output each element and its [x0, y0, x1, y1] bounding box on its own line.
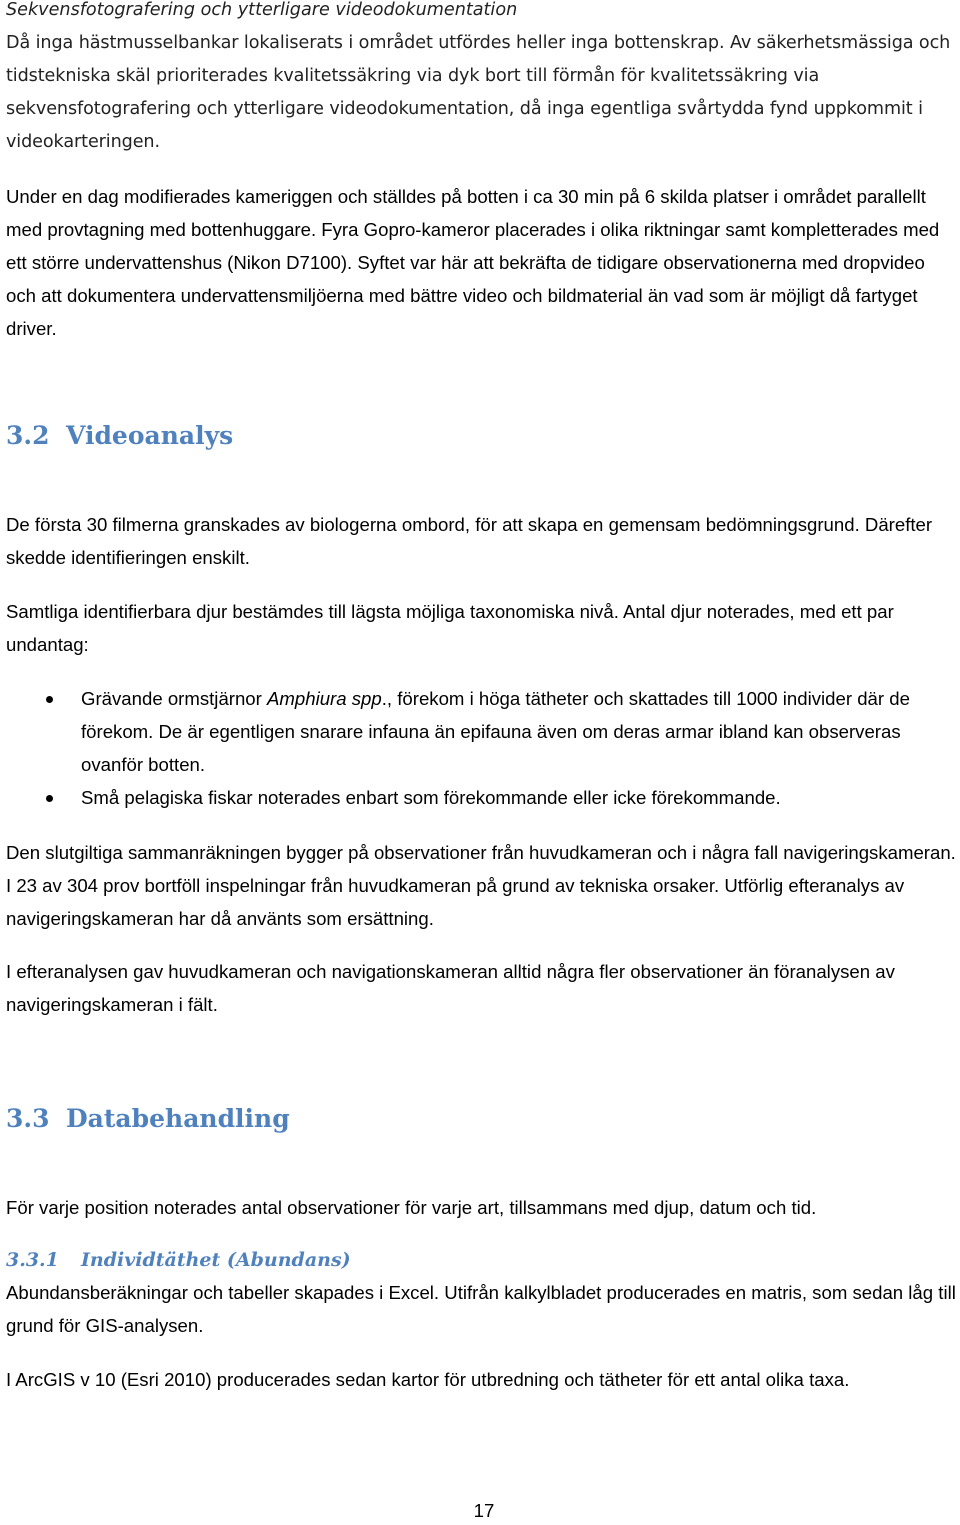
intro-subheading: Sekvensfotografering och ytterligare videodokumentation	[6, 0, 518, 20]
page-number: 17	[473, 1500, 495, 1521]
videoanalys-paragraph-1: De första 30 filmerna granskades av biologerna ombord, för att skapa en gemensam bedömningsgrund. Därefter skedde identifieringen enskilt.	[6, 514, 933, 568]
section-3-3-1-title: Individtäthet (Abundans)	[81, 1249, 351, 1271]
bullet-icon	[46, 795, 53, 802]
list-item-suffix: ., förekom i höga tätheter och skattades till 1000 individer där de förekom. De är egentligen snarare infauna än epifauna även om deras armar ibland kan observeras ovanför botten.	[81, 688, 910, 775]
list-item	[0, 781, 960, 814]
abundans-paragraph-2: I ArcGIS v 10 (Esri 2010) producerades sedan kartor för utbredning och tätheter för ett antal olika taxa.	[6, 1369, 850, 1390]
section-3-3-title: Databehandling	[66, 1104, 290, 1133]
section-3-3-1-number: 3.3.1	[6, 1249, 59, 1271]
databehandling-paragraph: För varje position noterades antal observationer för varje art, tillsammans med djup, datum och tid.	[6, 1197, 817, 1218]
section-3-3-1-heading	[6, 1246, 351, 1274]
section-3-2-number: 3.2	[6, 421, 50, 450]
videoanalys-p2-sentence-2: Antal djur noterades, med ett par undantag:	[6, 601, 894, 655]
section-3-3-heading	[6, 1103, 290, 1135]
list-item	[0, 682, 960, 781]
videoanalys-paragraph-4: I efteranalysen gav huvudkameran och navigationskameran alltid några fler observationer än föranalysen av navigeringskameran i fält.	[6, 961, 895, 1015]
videoanalys-paragraph-2	[6, 595, 956, 661]
camera-rig-sentence-2: Fyra Gopro-kameror placerades i olika riktningar samt kompletterades med ett större undervattenshus (Nikon D7100).	[6, 219, 940, 273]
section-3-3-number: 3.3	[6, 1104, 50, 1133]
abundans-paragraph-1: Abundansberäkningar och tabeller skapades i Excel. Utifrån kalkylbladet producerades en matris, som sedan låg till grund för GIS-analysen.	[6, 1282, 956, 1336]
list-item-text: Små pelagiska fiskar noterades enbart som förekommande eller icke förekommande.	[81, 787, 781, 808]
videoanalys-p2-sentence-1: Samtliga identifierbara djur bestämdes till lägsta möjliga taxonomiska nivå.	[6, 601, 623, 622]
species-name: Amphiura spp	[267, 688, 382, 709]
section-3-2-heading	[6, 420, 233, 452]
videoanalys-paragraph-3: Den slutgiltiga sammanräkningen bygger på observationer från huvudkameran och i några fall navigeringskameran. I 23 av 304 prov bortföll inspelningar från huvudkameran på grund av tekniska orsaker. Utförlig efteranalys av navigeringskameran har då använts som ersättning.	[6, 842, 956, 929]
camera-rig-sentence-1: Under en dag modifierades kameriggen och ställdes på botten i ca 30 min på 6 skilda platser i området parallellt med provtagning med bottenhuggare.	[6, 186, 926, 240]
intro-paragraph: Då inga hästmusselbankar lokaliserats i området utfördes heller inga bottenskrap. Av säkerhetsmässiga och tidstekniska skäl prioriterades kvalitetssäkring via dyk bort till förmån för kvalitetssäkring via sekvensfotografering och ytterligare videodokumentation, då inga egentliga svårtydda fynd uppkommit i videokarteringen.	[6, 33, 951, 152]
bullet-icon	[46, 696, 53, 703]
section-3-2-title: Videoanalys	[66, 421, 234, 450]
camera-rig-paragraph	[6, 180, 956, 345]
camera-rig-sentence-3: Syftet var här att bekräfta de tidigare observationerna med dropvideo och att dokumentera undervattensmiljöerna med bättre video och bildmaterial än vad som är möjligt då fartyget driver.	[6, 252, 925, 339]
list-item-prefix: Grävande ormstjärnor	[81, 688, 268, 709]
exceptions-list	[0, 682, 960, 814]
